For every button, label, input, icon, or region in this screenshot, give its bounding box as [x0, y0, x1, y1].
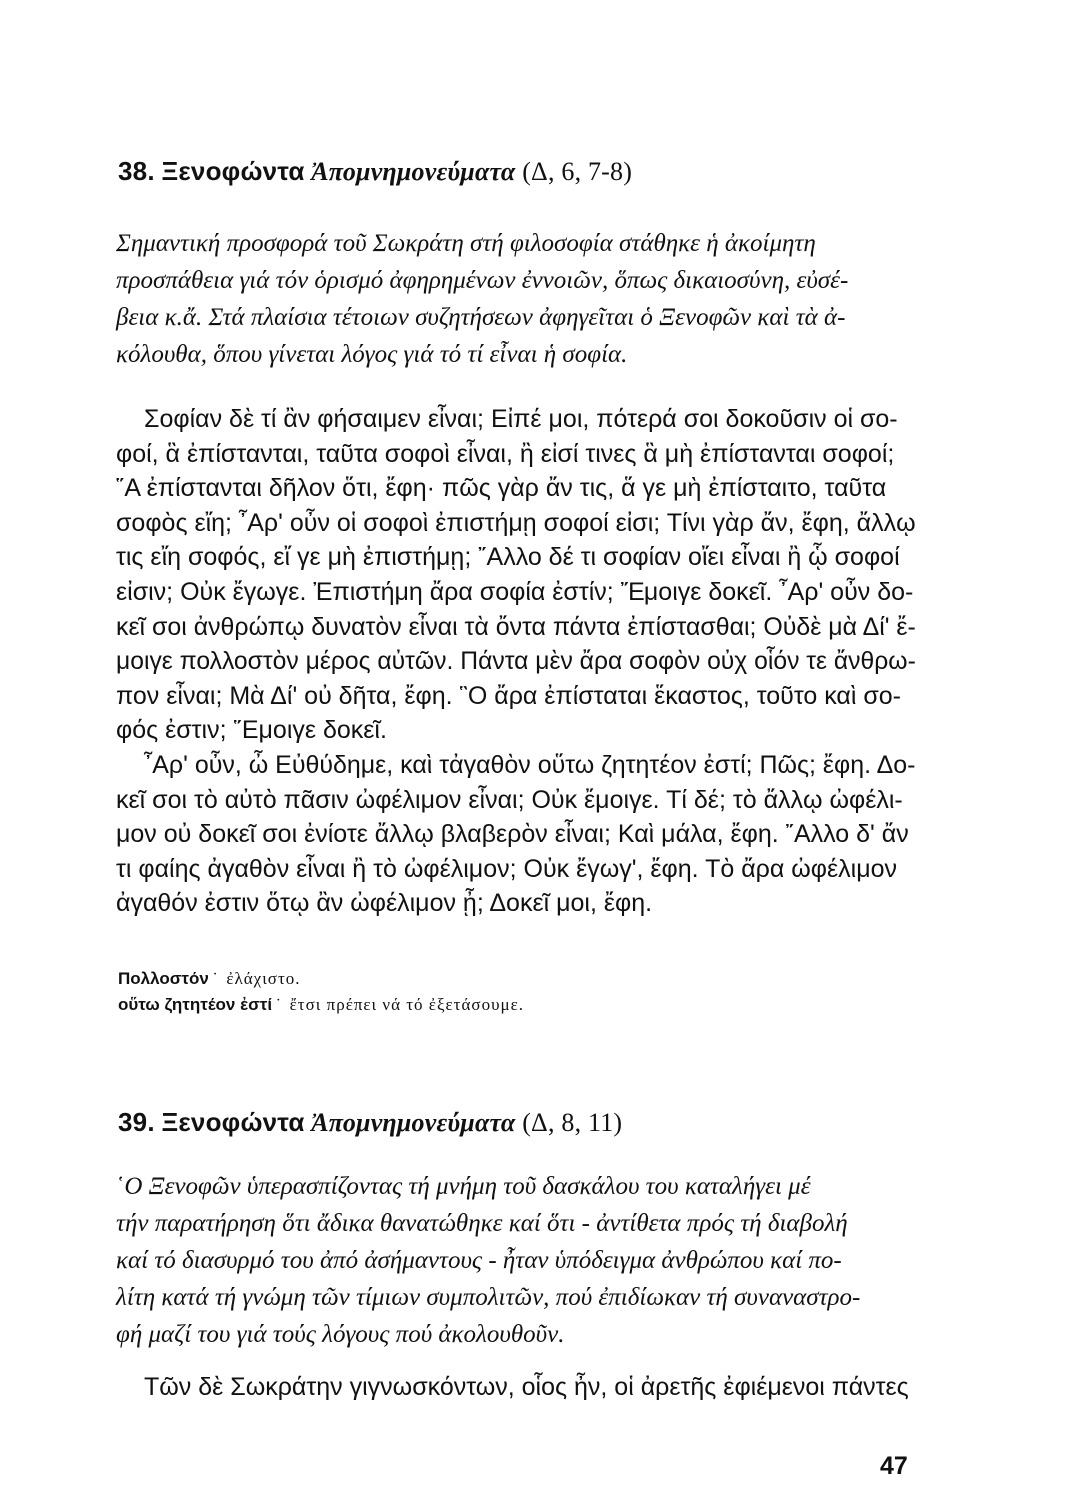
text-line: μον οὐ δοκεῖ σοι ἐνίοτε ἄλλῳ βλαβερὸν εἶναι; Καὶ μάλα, ἔφη. ῎Αλλο δ' ἄν	[116, 820, 909, 849]
section-38-heading	[118, 156, 632, 187]
text-line: τις εἴη σοφός, εἴ γε μὴ ἐπιστήμῃ; ῎Αλλο δέ τι σοφίαν οἴει εἶναι ἢ ᾧ σοφοί	[116, 543, 900, 572]
section-number: 38.	[118, 156, 155, 186]
text-line: Σοφίαν δὲ τί ἂν φήσαιμεν εἶναι; Εἰπέ μοι, πότερά σοι δοκοῦσιν οἱ σο-	[144, 405, 898, 433]
text-line: τι φαίης ἀγαθὸν εἶναι ἢ τὸ ὠφέλιμον; Οὐκ ἔγωγ', ἔφη. Τὸ ἄρα ὠφέλιμον	[116, 854, 898, 883]
note-item: οὕτω ζητητέον ἐστί ˙ ἔτσι πρέπει νά τό ἐξετάσουμε.	[118, 995, 524, 1014]
intro-line: προσπάθεια γιά τόν ὁρισμό ἀφηρημένων ἐννοιῶν, ὅπως δικαιοσύνη, εὐσέ-	[116, 267, 849, 294]
section-reference: (Δ, 6, 7-8)	[522, 157, 633, 186]
note-term: οὕτω ζητητέον ἐστί	[118, 995, 273, 1014]
section-reference: (Δ, 8, 11)	[522, 1108, 623, 1137]
text-line: ῞Α ἐπίστανται δῆλον ὅτι, ἔφη· πῶς γὰρ ἄν τις, ἅ γε μὴ ἐπίσταιτο, ταῦτα	[116, 474, 887, 503]
section-39-greek-text	[116, 1370, 916, 1405]
text-line: εἰσιν; Οὐκ ἔγωγε. Ἐπιστήμη ἄρα σοφία ἐστίν; Ἔμοιγε δοκεῖ. ῏Αρ' οὖν δο-	[116, 577, 914, 606]
text-line: φός ἐστιν; ῞Εμοιγε δοκεῖ.	[116, 716, 387, 745]
section-work-title: Ἀπομνημονεύματα	[311, 157, 516, 186]
section-39-heading	[118, 1107, 622, 1138]
text-line: φοί, ἃ ἐπίστανται, ταῦτα σοφοὶ εἶναι, ἢ εἰσί τινες ἃ μὴ ἐπίστανται σοφοί;	[116, 439, 895, 468]
intro-line: βεια κ.ἄ. Στά πλαίσια τέτοιων συζητήσεων ἀφηγεῖται ὁ Ξενοφῶν καὶ τὰ ἀ-	[116, 304, 846, 331]
note-item: Πολλοστόν ˙ ἐλάχιστο.	[118, 969, 301, 988]
text-line: πον εἶναι; Μὰ Δί' οὐ δῆτα, ἔφη. ῝Ο ἄρα ἐπίσταται ἕκαστος, τοῦτο καὶ σο-	[116, 681, 901, 710]
section-author: Ξενοφώντα	[161, 156, 305, 186]
intro-line: ῾Ο Ξενοφῶν ὑπερασπίζοντας τή μνήμη τοῦ δασκάλου του καταλήγει μέ	[116, 1173, 811, 1200]
page-number: 47	[880, 1452, 908, 1480]
intro-line: τήν παρατήρηση ὅτι ἄδικα θανατώθηκε καί ὅτι - ἀντίθετα πρός τή διαβολή	[116, 1210, 848, 1237]
note-term: Πολλοστόν	[118, 969, 209, 988]
section-work-title: Ἀπομνημονεύματα	[311, 1108, 516, 1137]
section-38-greek-text	[116, 402, 916, 921]
text-line: κεῖ σοι ἀνθρώπῳ δυνατὸν εἶναι τὰ ὄντα πάντα ἐπίστασθαι; Οὐδὲ μὰ Δί' ἔ-	[116, 612, 916, 641]
section-author: Ξενοφώντα	[161, 1107, 305, 1137]
text-line: σοφὸς εἴη; ῏Αρ' οὖν οἱ σοφοὶ ἐπιστήμῃ σοφοί εἰσι; Τίνι γὰρ ἄν, ἔφη, ἄλλῳ	[116, 508, 916, 537]
section-39-intro	[116, 1168, 916, 1353]
text-line: κεῖ σοι τὸ αὐτὸ πᾶσιν ὠφέλιμον εἶναι; Οὐκ ἔμοιγε. Τί δέ; τὸ ἄλλῳ ὠφέλι-	[116, 785, 903, 814]
intro-line: Σημαντική προσφορά τοῦ Σωκράτη στή φιλοσοφία στάθηκε ἡ ἀκοίμητη	[116, 230, 816, 257]
note-gloss: ἐλάχιστο.	[226, 969, 301, 988]
section-38-intro	[116, 225, 916, 373]
section-number: 39.	[118, 1107, 155, 1137]
section-38-notes	[118, 966, 524, 1018]
text-line: μοιγε πολλοστὸν μέρος αὐτῶν. Πάντα μὲν ἄρα σοφὸν οὐχ οἷόν τε ἄνθρω-	[116, 647, 916, 676]
note-gloss: ἔτσι πρέπει νά τό ἐξετάσουμε.	[289, 995, 524, 1014]
text-line: ῏Αρ' οὖν, ὦ Εὐθύδημε, καὶ τἀγαθὸν οὕτω ζητητέον ἐστί; Πῶς; ἔφη. Δο-	[143, 750, 916, 779]
text-line: ἀγαθόν ἐστιν ὅτῳ ἂν ὠφέλιμον ᾖ; Δοκεῖ μοι, ἔφη.	[116, 889, 653, 918]
intro-line: κόλουθα, ὅπου γίνεται λόγος γιά τό τί εἶναι ἡ σοφία.	[116, 341, 628, 368]
intro-line: καί τό διασυρμό του ἀπό ἀσήμαντους - ἦταν ὑπόδειγμα ἀνθρώπου καί πο-	[116, 1247, 842, 1274]
intro-line: λίτη κατά τή γνώμη τῶν τίμιων συμπολιτῶν, πού ἐπιδίωκαν τή συναναστρο-	[116, 1284, 861, 1311]
text-line: Τῶν δὲ Σωκράτην γιγνωσκόντων, οἷος ἦν, οἱ ἀρετῆς ἐφιέμενοι πάντες	[144, 1373, 909, 1401]
intro-line: φή μαζί του γιά τούς λόγους πού ἀκολουθοῦν.	[116, 1321, 565, 1348]
